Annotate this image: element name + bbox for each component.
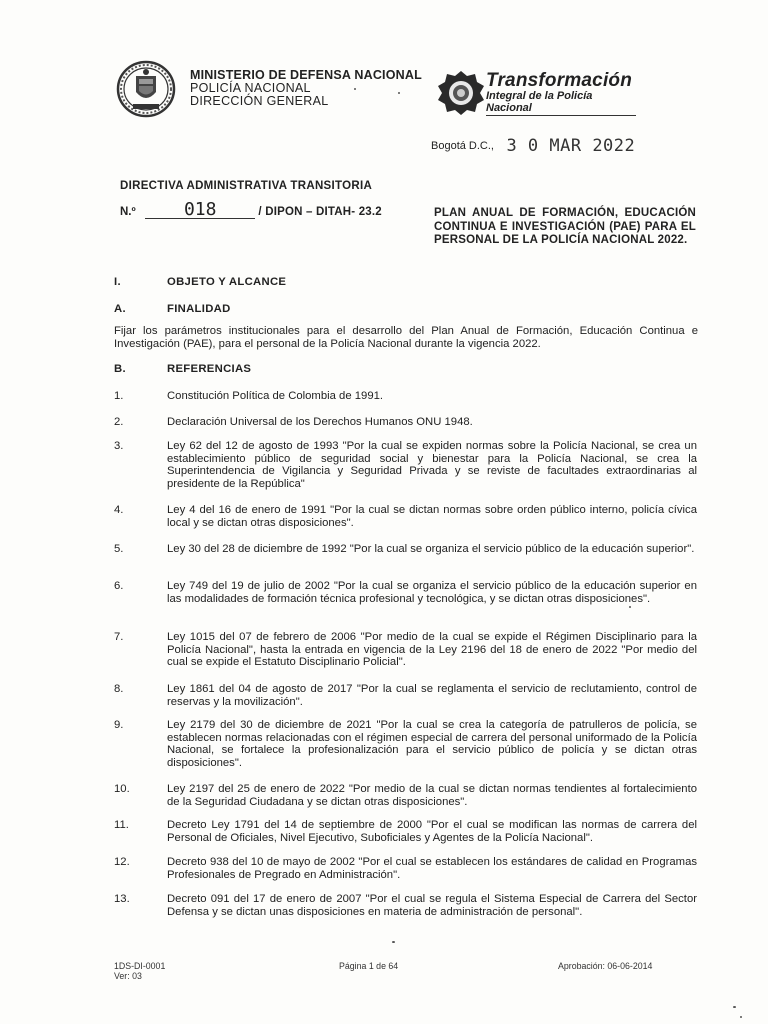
document-version: Ver: 03 <box>114 971 142 981</box>
reference-text: Ley 1015 del 07 de febrero de 2006 "Por medio de la cual se expide el Régimen Disciplinario para la Policía Nacional", hasta la entrada en vigencia de la Ley 2196 del 18 de enero de 2022 "Por medio del cual se expide el Estatuto Disciplinario Policial". <box>167 631 697 668</box>
scan-speck <box>733 1006 736 1008</box>
reference-text: Decreto 091 del 17 de enero de 2007 "Por el cual se regula el Sistema Especial de Carrera del Sector Defensa y se dictan unas disposiciones en materia de administración de personal". <box>167 893 697 918</box>
scan-speck <box>398 92 400 94</box>
number-code: / DIPON – DITAH- 23.2 <box>258 206 382 218</box>
scan-speck <box>629 606 631 608</box>
scan-speck <box>740 1016 742 1018</box>
reference-text: Decreto Ley 1791 del 14 de septiembre de 2000 "Por el cual se modifican las normas de carrera del Personal de Oficiales, Nivel Ejecutivo, Suboficiales y Agentes de la Policía Nacional". <box>167 819 697 844</box>
reference-number: 11. <box>114 819 129 831</box>
reference-number: 5. <box>114 543 124 555</box>
directive-title: DIRECTIVA ADMINISTRATIVA TRANSITORIA <box>120 180 373 192</box>
police-seal-icon <box>116 60 176 118</box>
reference-number: 2. <box>114 416 124 428</box>
plan-title: PLAN ANUAL DE FORMACIÓN, EDUCACIÓN CONTINUA E INVESTIGACIÓN (PAE) PARA EL PERSONAL DE LA POLICÍA NACIONAL 2022. <box>434 207 696 246</box>
logo-subtitle: Integral de la Policía Nacional <box>486 90 636 116</box>
scan-speck <box>354 88 356 90</box>
reference-number: 9. <box>114 719 124 731</box>
transformacion-badge-icon <box>436 68 486 118</box>
reference-number: 10. <box>114 783 130 795</box>
reference-number: 3. <box>114 440 124 452</box>
reference-number: 4. <box>114 504 124 516</box>
reference-text: Ley 2179 del 30 de diciembre de 2021 "Por la cual se crea la categoría de patrulleros de policía, se establecen normas relacionadas con el régimen especial de carrera del personal uniformado de la Policía Nacional, se fortalece la profesionalización para el servicio público de policía y se dictan otras disposiciones". <box>167 719 697 769</box>
police-name: POLICÍA NACIONAL <box>190 81 311 95</box>
reference-number: 8. <box>114 683 124 695</box>
subsection-title: FINALIDAD <box>167 303 231 315</box>
reference-text: Ley 4 del 16 de enero de 1991 "Por la cual se dictan normas sobre orden público interno, policía cívica local y se dictan otras disposiciones". <box>167 504 697 529</box>
issuer-block <box>190 69 422 108</box>
scan-speck <box>392 941 395 943</box>
reference-text: Ley 62 del 12 de agosto de 1993 "Por la cual se expiden normas sobre la Policía Nacional, se crea un establecimiento público de seguridad social y bienestar para la Policía Nacional, se crea la Superintendencia de Vigilancia y Seguridad Privada y se reviste de facultades extraordinarias al presidente de la República" <box>167 440 697 490</box>
directorate-name: DIRECCIÓN GENERAL <box>190 94 329 108</box>
directive-number <box>120 199 382 220</box>
date-stamp: 3 0 MAR 2022 <box>506 136 636 156</box>
reference-number: 7. <box>114 631 124 643</box>
subsection-number: B. <box>114 363 126 375</box>
reference-number: 12. <box>114 856 130 868</box>
logo-title: Transformación <box>486 70 633 91</box>
subsection-number: A. <box>114 303 126 315</box>
number-value: 018 <box>145 202 255 219</box>
reference-text: Decreto 938 del 10 de mayo de 2002 "Por el cual se establecen los estándares de calidad en Programas Profesionales de Pregrado en Administración". <box>167 856 697 881</box>
document-code: 1DS-DI-0001 <box>114 961 166 971</box>
place: Bogotá D.C., <box>431 140 494 152</box>
reference-text: Ley 1861 del 04 de agosto de 2017 "Por la cual se reglamenta el servicio de reclutamiento, control de reservas y la movilización". <box>167 683 697 708</box>
transformacion-logo <box>436 68 646 118</box>
section-number: I. <box>114 276 121 288</box>
subsection-title: REFERENCIAS <box>167 363 252 375</box>
number-label: N.º <box>120 206 136 218</box>
reference-text: Ley 749 del 19 de julio de 2002 "Por la cual se organiza el servicio público de la educación superior en las modalidades de formación técnica profesional y tecnológica, y se dictan otras disposiciones". <box>167 580 697 605</box>
reference-number: 6. <box>114 580 124 592</box>
footer-document-code <box>114 961 165 981</box>
page-counter: Página 1 de 64 <box>339 961 399 971</box>
purpose-paragraph: Fijar los parámetros institucionales para el desarrollo del Plan Anual de Formación, Educación Continua e Investigación (PAE), para el personal de la Policía Nacional durante la vigencia 2022. <box>114 325 698 350</box>
reference-text: Declaración Universal de los Derechos Humanos ONU 1948. <box>167 416 473 428</box>
reference-text: Constitución Política de Colombia de 1991. <box>167 390 384 402</box>
section-title: OBJETO Y ALCANCE <box>167 276 287 288</box>
reference-text: Ley 30 del 28 de diciembre de 1992 "Por la cual se organiza el servicio público de la educación superior". <box>167 543 695 555</box>
reference-number: 1. <box>114 390 124 402</box>
ministry-name: MINISTERIO DE DEFENSA NACIONAL <box>190 68 422 82</box>
reference-number: 13. <box>114 893 130 905</box>
reference-text: Ley 2197 del 25 de enero de 2022 "Por medio de la cual se dictan normas tendientes al fortalecimiento de la Seguridad Ciudadana y se dictan otras disposiciones". <box>167 783 697 808</box>
approval-date: Aprobación: 06-06-2014 <box>558 961 653 971</box>
place-and-date <box>431 136 635 156</box>
